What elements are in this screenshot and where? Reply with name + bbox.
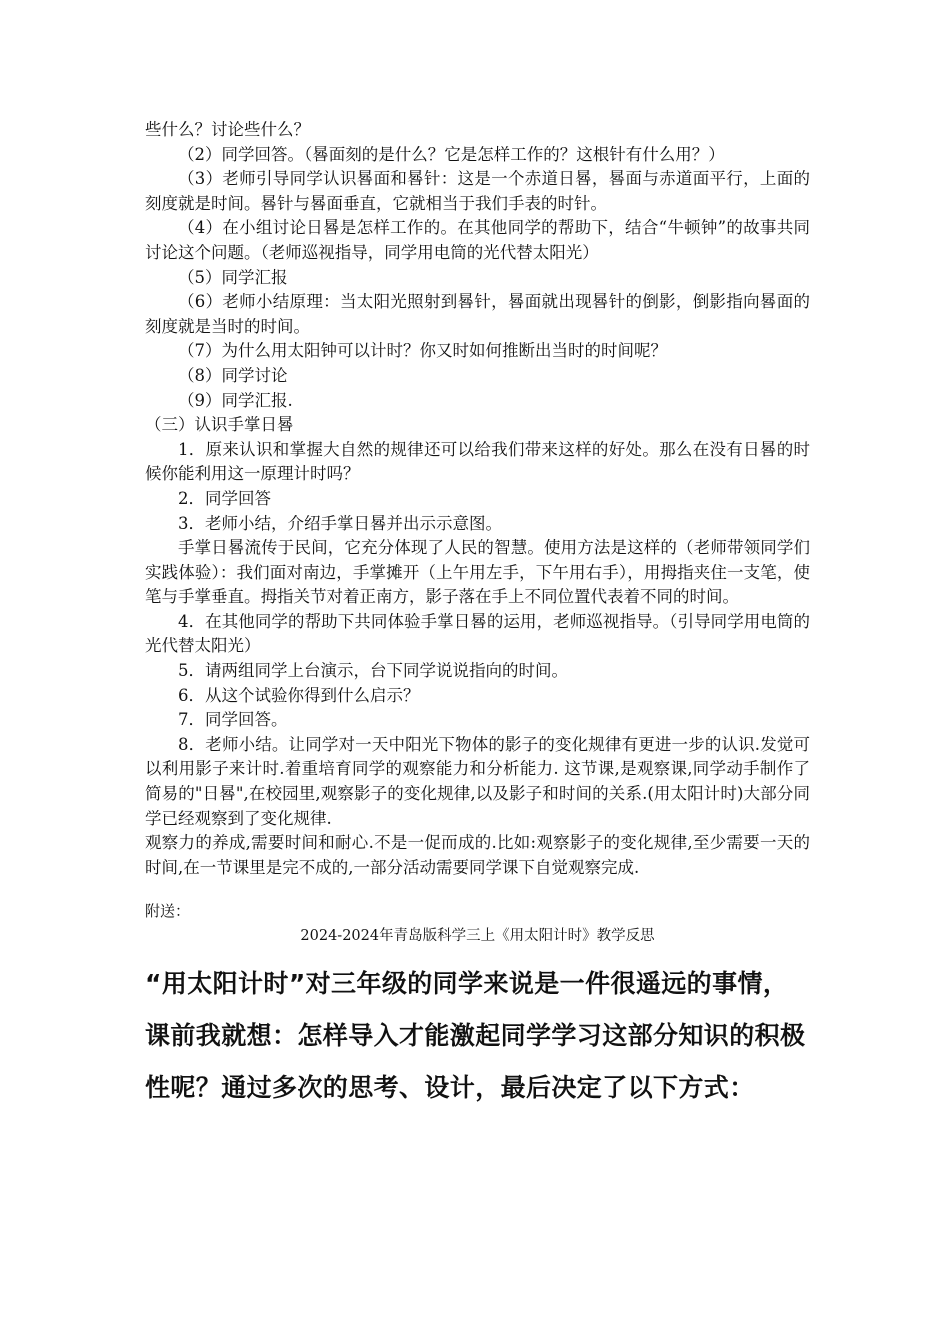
lesson-paragraph: （7）为什么用太阳钟可以计时？你又时如何推断出当时的时间呢？ bbox=[178, 341, 667, 361]
lesson-paragraph: （6）老师小结原理：当太阳光照射到晷针，晷面就出现晷针的倒影，倒影指向晷面的刻度就是当时的时间。 bbox=[145, 292, 810, 336]
lesson-paragraph: 3．老师小结，介绍手掌日晷并出示示意图。 bbox=[178, 513, 502, 533]
lesson-paragraph: 7．同学回答。 bbox=[178, 710, 288, 730]
appendix-title: 2024-2024年青岛版科学三上《用太阳计时》教学反思 bbox=[300, 928, 655, 945]
document-page bbox=[145, 118, 810, 1114]
lesson-paragraph: （2）同学回答。（晷面刻的是什么？它是怎样工作的？这根针有什么用？） bbox=[178, 144, 725, 164]
lesson-paragraph: 4．在其他同学的帮助下共同体验手掌日晷的运用，老师巡视指导。（引导同学用电筒的光代替太阳光） bbox=[145, 611, 810, 656]
spacer bbox=[145, 880, 810, 900]
lesson-paragraph: 手掌日晷流传于民间，它充分体现了人民的智慧。使用方法是这样的（老师带领同学们实践体验）：我们面对南边，手掌摊开（上午用左手，下午用右手），用拇指夹住一支笔，使笔与手掌垂直。拇指关节对着正南方，影子落在手上不同位置代表着不同的时间。 bbox=[145, 538, 810, 607]
appendix-label: 附送： bbox=[145, 902, 191, 921]
lesson-paragraph: 观察力的养成,需要时间和耐心.不是一促而成的.比如:观察影子的变化规律,至少需要一天的时间,在一节课里是完不成的,一部分活动需要同学课下自觉观察完成. bbox=[145, 833, 810, 877]
lesson-paragraph: 1．原来认识和掌握大自然的规律还可以给我们带来这样的好处。那么在没有日晷的时候你能利用这一原理计时吗？ bbox=[145, 439, 810, 484]
lesson-paragraph: 2．同学回答 bbox=[178, 488, 271, 508]
lesson-paragraph: （8）同学讨论 bbox=[178, 365, 288, 385]
lesson-paragraph: 5．请两组同学上台演示，台下同学说说指向的时间。 bbox=[178, 661, 568, 681]
lesson-paragraph: 些什么？讨论些什么？ bbox=[145, 120, 310, 139]
lesson-paragraph: （三）认识手掌日晷 bbox=[145, 415, 294, 435]
lesson-paragraph: （9）同学汇报. bbox=[178, 390, 293, 410]
lesson-paragraph: （3）老师引导同学认识晷面和晷针：这是一个赤道日晷，晷面与赤道面平行，上面的刻度就是时间。晷针与晷面垂直，它就相当于我们手表的时针。 bbox=[145, 169, 810, 213]
lesson-body bbox=[145, 118, 810, 880]
lesson-paragraph: 8．老师小结。让同学对一天中阳光下物体的影子的变化规律有更进一步的认识.发觉可以利用影子来计时.着重培育同学的观察能力和分析能力. 这节课,是观察课,同学动手制作了简易的"日晷",在校园里,观察影子的变化规律,以及影子和时间的关系.(用太阳计时)大部分同学已经观察到了变化规律. bbox=[145, 734, 810, 828]
reflection-paragraph: “用太阳计时”对三年级的同学来说是一件很遥远的事情，课前我就想：怎样导入才能激起同学学习这部分知识的积极性呢？通过多次的思考、设计，最后决定了以下方式： bbox=[145, 969, 806, 1103]
lesson-paragraph: 6．从这个试验你得到什么启示？ bbox=[178, 685, 420, 705]
lesson-paragraph: （5）同学汇报 bbox=[178, 267, 288, 287]
lesson-paragraph: （4）在小组讨论日晷是怎样工作的。在其他同学的帮助下，结合“牛顿钟”的故事共同讨论这个问题。（老师巡视指导，同学用电筒的光代替太阳光） bbox=[145, 218, 810, 262]
